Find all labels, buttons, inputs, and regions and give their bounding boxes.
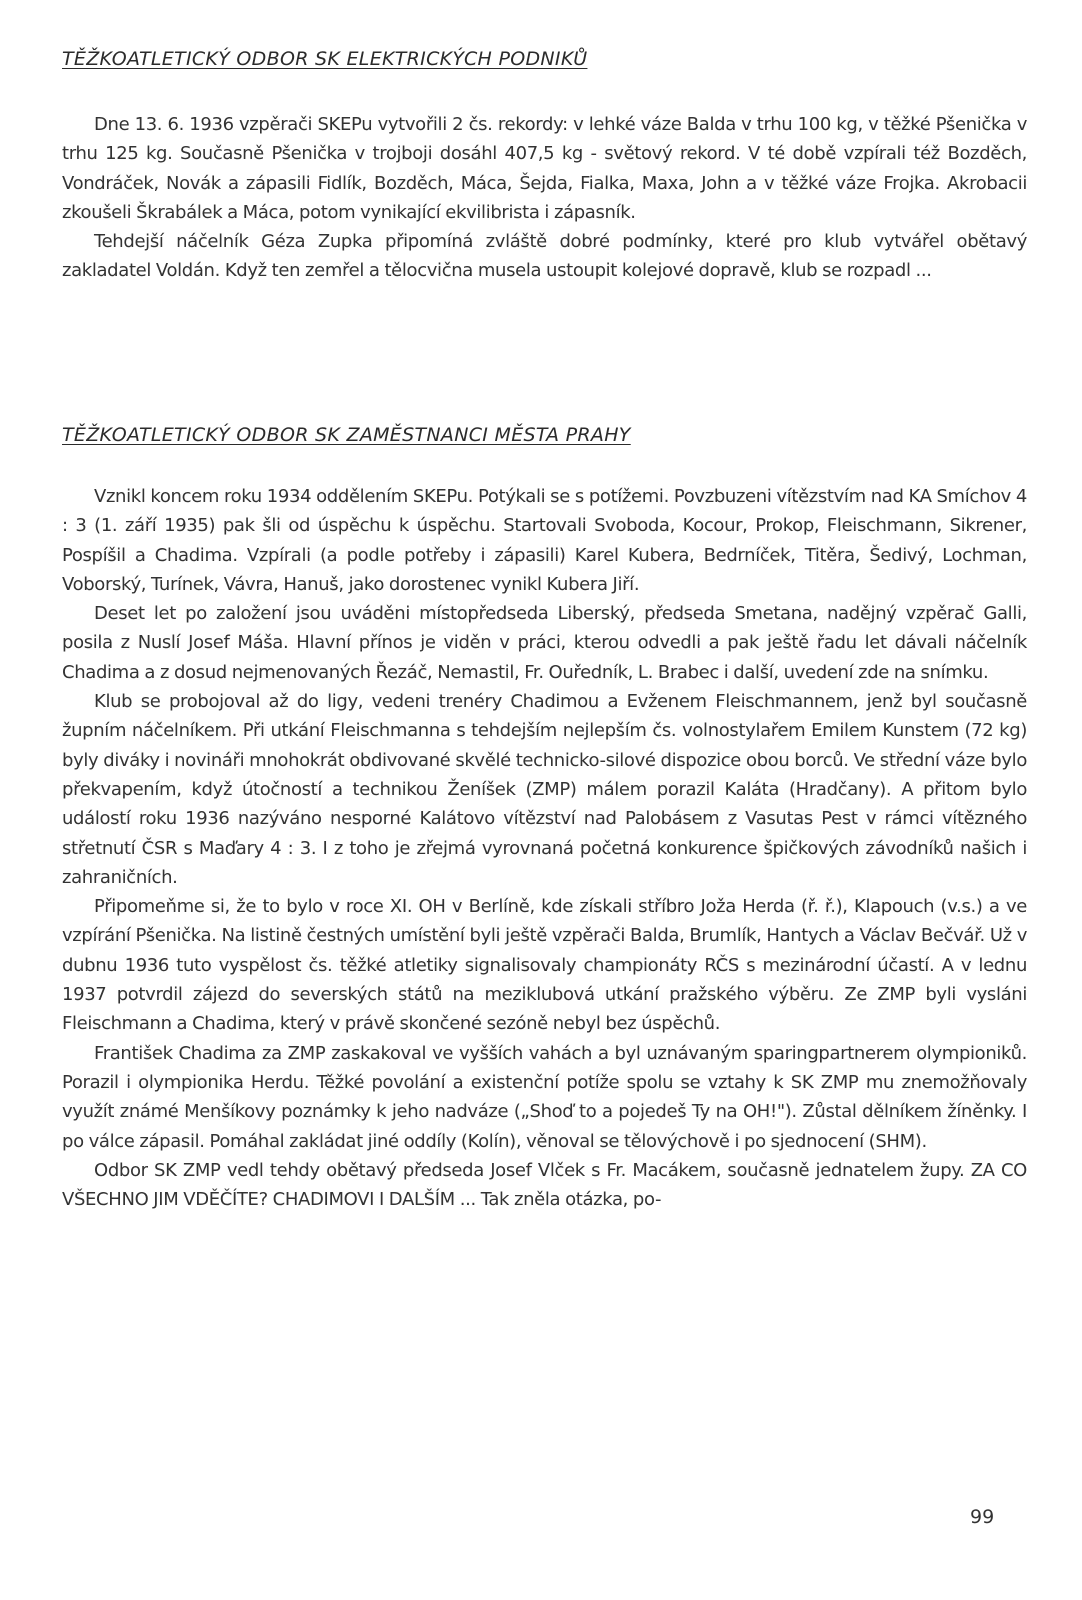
paragraph: Odbor SK ZMP vedl tehdy obětavý předseda Josef Vlček s Fr. Macákem, současně jednatelem župy. ZA CO VŠECHNO JIM VDĚČÍTE? CHADIMOVI I DALŠÍM ... Tak zněla otázka, po- [62,1159,1027,1211]
paragraph: Vznikl koncem roku 1934 oddělením SKEPu. Potýkali se s potížemi. Povzbuzeni vítězstvím nad KA Smíchov 4 : 3 (1. září 1935) pak šli od úspěchu k úspěchu. Startovali Svoboda, Kocour, Prokop, Fleischmann, Sikrener, Pospíšil a Chadima. Vzpírali (a podle potřeby i zápasili) Karel Kubera, Bedrníček, Titěra, Šedivý, Lochman, Voborský, Turínek, Vávra, Hanuš, jako dorostenec vynikl Kubera Jiří. [62,486,1027,595]
paragraph: František Chadima za ZMP zaskakoval ve vyšších vahách a byl uznávaným sparingpartnerem olympioniků. Porazil i olympionika Herdu. Těžké povolání a existenční potíže spolu se vztahy k SK ZMP mu znemožňovaly využít známé Menšíkovy poznámky k jeho nadváze („Shoď to a pojedeš Ty na OH!"). Zůstal dělníkem žíněnky. I po válce zápasil. Pomáhal zakládat jiné oddíly (Kolín), věnoval se tělovýchově i po sjednocení (SHM). [62,1042,1027,1152]
page-number: 99 [970,1506,995,1528]
paragraph: Tehdejší náčelník Géza Zupka připomíná zvláště dobré podmínky, které pro klub vytvářel obětavý zakladatel Voldán. Když ten zemřel a tělocvična musela ustoupit kolejové dopravě, klub se rozpadl ... [62,231,1027,282]
paragraph: Dne 13. 6. 1936 vzpěrači SKEPu vytvořili 2 čs. rekordy: v lehké váze Balda v trhu 100 kg, v těžké Pšenička v trhu 125 kg. Současně Pšenička v trojboji dosáhl 407,5 kg - světový rekord. V té době vzpírali též Bozděch, Vondráček, Novák a zápasili Fidlík, Bozděch, Máca, Šejda, Fialka, Maxa, John a v těžké váze Frojka. Akrobacii zkoušeli Škrabálek a Máca, potom vynikající ekvilibrista i zápasník. [62,114,1027,223]
paragraph: Připomeňme si, že to bylo v roce XI. OH v Berlíně, kde získali stříbro Joža Herda (ř. ř.), Klapouch (v.s.) a ve vzpírání Pšenička. Na listině čestných umístění byli ještě vzpěrači Balda, Brumlík, Hantych a Václav Bečvář. Už v dubnu 1936 tuto vyspělost čs. těžké atletiky signalisovaly championáty RČS s mezinárodní účastí. A v lednu 1937 potvrdil zájezd do severských států na meziklubová utkání pražského výběru. Ze ZMP byli vysláni Fleischmann a Chadima, který v právě skončené sezóně nebyl bez úspěchů. [62,896,1027,1035]
section-title-zamestnanci-mesta-prahy: TĚŽKOATLETICKÝ ODBOR SK ZAMĚSTNANCI MĚSTA PRAHY [62,424,631,446]
section-body-elektrickych-podniku [62,110,1027,286]
paragraph: Deset let po založení jsou uváděni místopředseda Liberský, předseda Smetana, nadějný vzpěrač Galli, posila z Nuslí Josef Máša. Hlavní přínos je viděn v práci, kterou odvedli a pak ještě řadu let dávali náčelník Chadima a z dosud nejmenovaných Řezáč, Nemastil, Fr. Ouředník, L. Brabec i další, uvedení zde na snímku. [62,603,1027,683]
section-body-zamestnanci-mesta-prahy [62,482,1027,1214]
paragraph: Klub se probojoval až do ligy, vedeni trenéry Chadimou a Evženem Fleischmannem, jenž byl současně župním náčelníkem. Při utkání Fleischmanna s tehdejším nejlepším čs. volnostylařem Emilem Kunstem (72 kg) byly diváky i novináři mnohokrát obdivované skvělé technicko-silové dispozice obou borců. Ve střední váze bylo překvapením, když útočností a technikou Ženíšek (ZMP) málem porazil Kaláta (Hradčany). A přitom bylo událostí roku 1936 nazýváno nesporné Kalátovo vítězství nad Palobásem z Vasutas Pest v rámci vítězného střetnutí ČSR s Maďary 4 : 3. I z toho je zřejmá vyrovnaná početná konkurence špičkových závodníků našich i zahraničních. [62,691,1027,888]
section-title-elektrickych-podniku: TĚŽKOATLETICKÝ ODBOR SK ELEKTRICKÝCH PODNIKŮ [62,48,588,70]
